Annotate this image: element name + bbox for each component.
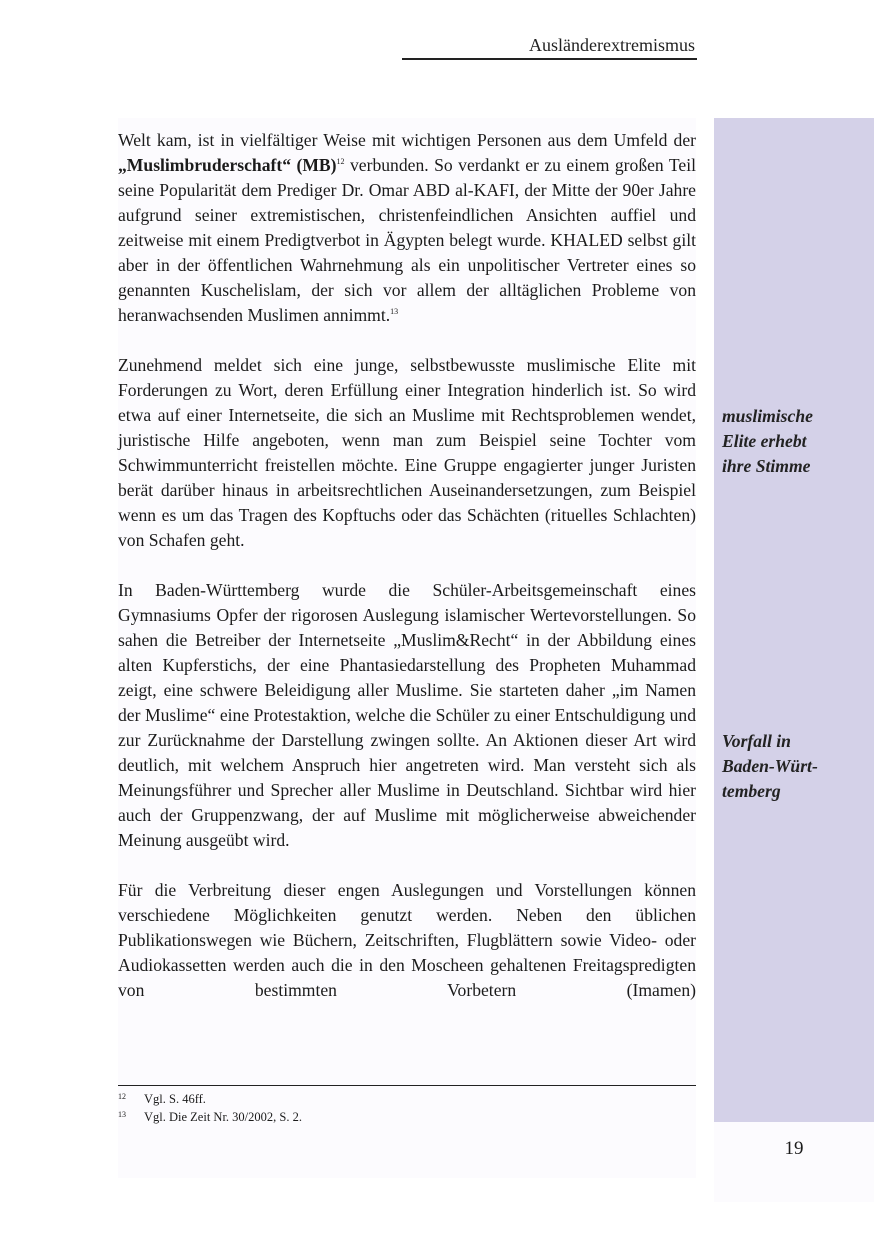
margin-note-line: Elite erhebt	[722, 431, 807, 451]
header-rule	[402, 58, 697, 60]
margin-sidebar	[714, 118, 874, 1122]
margin-note-line: muslimische	[722, 406, 813, 426]
margin-note-elite	[722, 404, 870, 479]
footnote-ref-13[interactable]: 13	[390, 307, 399, 316]
margin-note-line: temberg	[722, 781, 781, 801]
footnote-number: 12	[118, 1092, 126, 1101]
footnote-text: Vgl. S. 46ff.	[144, 1092, 206, 1106]
footnotes	[118, 1090, 696, 1126]
footnote-rule	[118, 1085, 696, 1086]
paragraph-3: In Baden-Württemberg wurde die Schüler-Arbeitsgemeinschaft eines Gymnasiums Opfer der rigorosen Auslegung islamischer Wertevorstellungen. So sahen die Betreiber der Internetseite „Muslim&Recht“ in der Abbildung eines alten Kupferstichs, der eine Phantasiedarstellung des Propheten Muhammad zeigt, eine schwere Beleidigung aller Muslime. Sie starteten daher „im Namen der Muslime“ eine Protestaktion, welche die Schüler zu einer Entschuldigung und zur Zurücknahme der Darstellung zwingen sollte. An Aktionen dieser Art wird deutlich, mit welchem Anspruch hier angetreten wird. Man versteht sich als Meinungsführer und Sprecher aller Muslime in Deutschland. Sichtbar wird hier auch der Gruppenzwang, der auf Muslime mit möglicherweise abweichender Meinung ausgeübt wird.	[118, 580, 696, 850]
footnote-ref-12[interactable]: 12	[336, 157, 345, 166]
margin-note-line: Vorfall in	[722, 731, 791, 751]
paragraph-4: Für die Verbreitung dieser engen Auslegungen und Vorstellungen können verschiedene Möglichkeiten genutzt werden. Neben den üblichen Publikationswegen wie Büchern, Zeitschriften, Flugblättern sowie Video- oder Audiokassetten werden auch die in den Moscheen gehaltenen Freitagspredigten von bestimmten Vorbetern (Imamen)	[118, 880, 696, 1000]
paragraph-2: Zunehmend meldet sich eine junge, selbstbewusste muslimische Elite mit Forderungen zu Wort, deren Erfüllung einer Integration hinderlich ist. So wird etwa auf einer Internetseite, die sich an Muslime mit Rechtsproblemen wendet, juristische Hilfe angeboten, wenn man zum Beispiel seine Tochter vom Schwimmunterricht freistellen möchte. Eine Gruppe engagierter junger Juristen berät darüber hinaus in arbeitsrechtlichen Auseinandersetzungen, zum Beispiel wenn es um das Tragen des Kopftuchs oder das Schächten (rituelles Schlachten) von Schafen geht.	[118, 355, 696, 550]
body-text	[118, 128, 696, 1003]
margin-note-line: Baden-Würt-	[722, 756, 818, 776]
footnote-12	[118, 1090, 696, 1108]
margin-note-vorfall	[722, 729, 870, 804]
paragraph-1-rest: verbunden. So verdankt er zu einem großen Teil seine Popularität dem Prediger Dr. Omar ABD al-KAFI, der Mitte der 90er Jahre aufgrund seiner extremistischen, christenfeindlichen Ansichten auffiel und zeitweise mit einem Predigtverbot in Ägypten belegt wurde. KHALED selbst gilt aber in der öffentlichen Wahrnehmung als ein unpolitischer Vertreter eines so genannten Kuschelislam, der sich vor allem der alltäglichen Probleme von heranwachsenden Muslimen annimmt.	[118, 155, 696, 325]
margin-note-line: ihre Stimme	[722, 456, 811, 476]
page-number: 19	[784, 1138, 804, 1159]
footnote-text: Vgl. Die Zeit Nr. 30/2002, S. 2.	[144, 1110, 302, 1124]
running-header-title: Ausländerextremismus	[529, 35, 695, 55]
paragraph-1-start: Welt kam, ist in vielfältiger Weise mit wichtigen Personen aus dem Umfeld der	[118, 130, 696, 150]
footnote-13	[118, 1108, 696, 1126]
paragraph-1	[118, 128, 696, 328]
footnote-number: 13	[118, 1110, 126, 1119]
page-number-box	[714, 1122, 874, 1202]
muslimbruderschaft-term: „Muslimbruderschaft“ (MB)	[118, 155, 337, 175]
